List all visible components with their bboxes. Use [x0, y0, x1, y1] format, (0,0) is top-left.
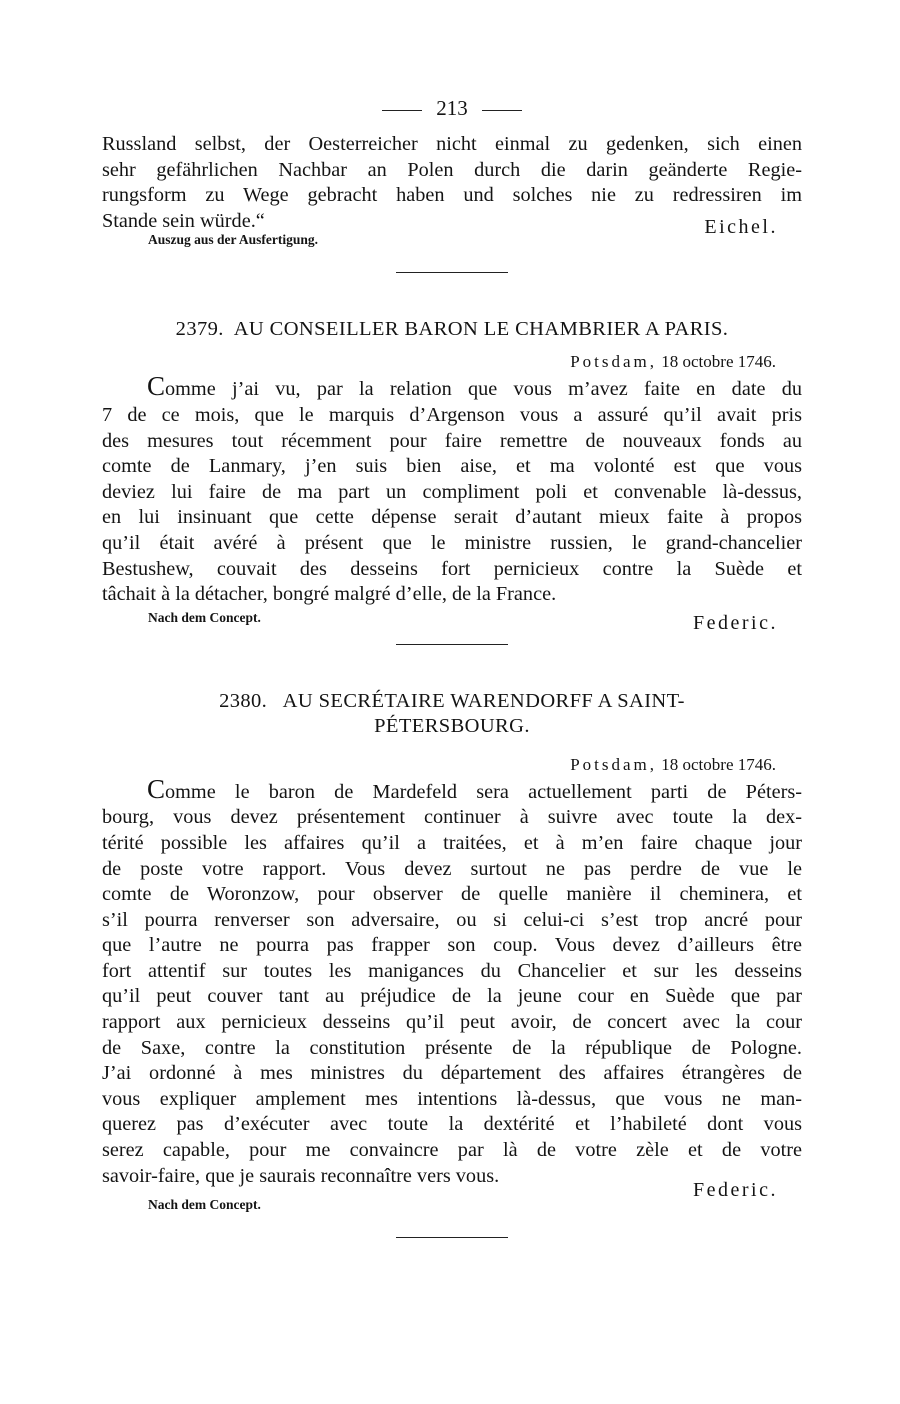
text-line: en lui insinuant que cette dépense serait d’autant mieux faite à propos: [102, 506, 802, 529]
text-line: vous expliquer amplement mes intentions là-dessus, que vous ne man-: [102, 1087, 802, 1110]
text-line: comte de Lanmary, j’en suis bien aise, et ma volonté est que vous: [102, 455, 802, 478]
text-line: qu’il était avéré à présent que le ministre russien, le grand-chancelier: [102, 531, 802, 554]
text-line: J’ai ordonné à mes ministres du département des affaires étrangères de: [102, 1062, 802, 1085]
text-line: qu’il peut couver tant au préjudice de la jeune cour en Suède que par: [102, 985, 802, 1008]
text-line: de Saxe, contre la constitution présente de la république de Pologne.: [102, 1036, 802, 1059]
place: Potsdam,: [570, 352, 658, 372]
text-line: sehr gefährlichen Nachbar an Polen durch die darin geänderte Regie-: [102, 158, 802, 181]
text-line: Bestushew, couvait des desseins fort pernicieux contre la Suède et: [102, 557, 802, 580]
text-line: [102, 371, 802, 403]
text-line: rungsform zu Wege gebracht haben und solches nie zu redressiren im: [102, 184, 802, 207]
text-line: deviez lui faire de ma part un compliment poli et convenable là-dessus,: [102, 480, 802, 503]
section-divider: [396, 1237, 508, 1238]
text-line: térité possible les affaires qu’il a traitées, et à m’en faire chaque jour: [102, 831, 802, 854]
letter-number: 2379.: [175, 318, 224, 341]
letter-addressee: AU CONSEILLER BARON LE CHAMBRIER A PARIS.: [233, 318, 729, 341]
text-line: que l’autre ne pourra pas frapper son coup. Vous devez d’ailleurs être: [102, 934, 802, 957]
text-line: bourg, vous devez présentement continuer à suivre avec toute la dex-: [102, 806, 802, 829]
text-line: tâchait à la détacher, bongré malgré d’elle, de la France.: [102, 583, 557, 606]
header-dash-right: [482, 110, 522, 111]
text-line: des mesures tout récemment pour faire remettre de nouveaux fonds au: [102, 429, 802, 452]
letter-2380-footer: [102, 1179, 802, 1233]
letter-2379-heading: [102, 317, 802, 342]
letter-2379-footer: [102, 608, 802, 638]
letter-addressee: AU SECRÉTAIRE WARENDORFF A SAINT-: [282, 689, 685, 712]
text-line-content: omme j’ai vu, par la relation que vous m’avez faite en date du: [165, 378, 802, 401]
header-dash-left: [382, 110, 422, 111]
signature-federic: Federic.: [693, 1179, 778, 1202]
page-number: 213: [436, 96, 468, 120]
text-line: Russland selbst, der Oesterreicher nicht einmal zu gedenken, sich einen: [102, 133, 802, 155]
text-line: serez capable, pour me convaincre par là de votre zèle et de votre: [102, 1139, 802, 1162]
signature-eichel: Eichel.: [704, 216, 778, 239]
heading-line: [102, 689, 802, 714]
text-line-content: omme le baron de Mardefeld sera actuellement parti de Péters-: [165, 780, 802, 803]
text-line: de poste votre rapport. Vous devez surtout ne pas perdre de vue le: [102, 857, 802, 880]
source-note: Nach dem Concept.: [148, 1197, 261, 1213]
drop-cap: C: [147, 773, 166, 804]
text-line: Stande sein würde.“: [102, 209, 265, 232]
signature-federic: Federic.: [693, 611, 778, 634]
letter-2380-dateline: [102, 755, 776, 775]
text-line: querez pas d’exécuter avec toute la dextérité et l’habileté dont vous: [102, 1113, 802, 1136]
letter-2379-body: [102, 371, 802, 607]
source-note: Auszug aus der Ausfertigung.: [148, 232, 319, 248]
drop-cap: C: [147, 371, 166, 402]
letter-2380-body: [102, 773, 802, 1190]
text-line: [102, 773, 802, 806]
date: 18 octobre 1746.: [661, 352, 776, 372]
source-note: Nach dem Concept.: [148, 609, 261, 625]
text-line: rapport aux pernicieux desseins qu’il peut avoir, de concert avec la cour: [102, 1011, 802, 1034]
letter-2379-dateline: [102, 352, 776, 372]
continuation-paragraph: [102, 132, 802, 234]
text-line: fort attentif sur toutes les manigances du Chancelier et sur les desseins: [102, 959, 802, 982]
section-divider: [396, 644, 508, 645]
date: 18 octobre 1746.: [661, 754, 776, 774]
letter-2380-heading: [102, 689, 802, 739]
heading-line: PÉTERSBOURG.: [374, 714, 530, 737]
text-line: comte de Woronzow, pour observer de quelle manière il cheminera, et: [102, 883, 802, 906]
place: Potsdam,: [570, 754, 658, 774]
text-line: savoir-faire, que je saurais reconnaître vers vous.: [102, 1164, 500, 1187]
page-number-header: [102, 96, 802, 132]
page: [102, 96, 802, 1238]
letter-number: 2380.: [219, 689, 268, 712]
text-line: s’il pourra renverser son adversaire, ou si celui-ci s’est trop ancré pour: [102, 908, 802, 931]
text-line: 7 de ce mois, que le marquis d’Argenson vous a assuré qu’il avait pris: [102, 403, 802, 426]
